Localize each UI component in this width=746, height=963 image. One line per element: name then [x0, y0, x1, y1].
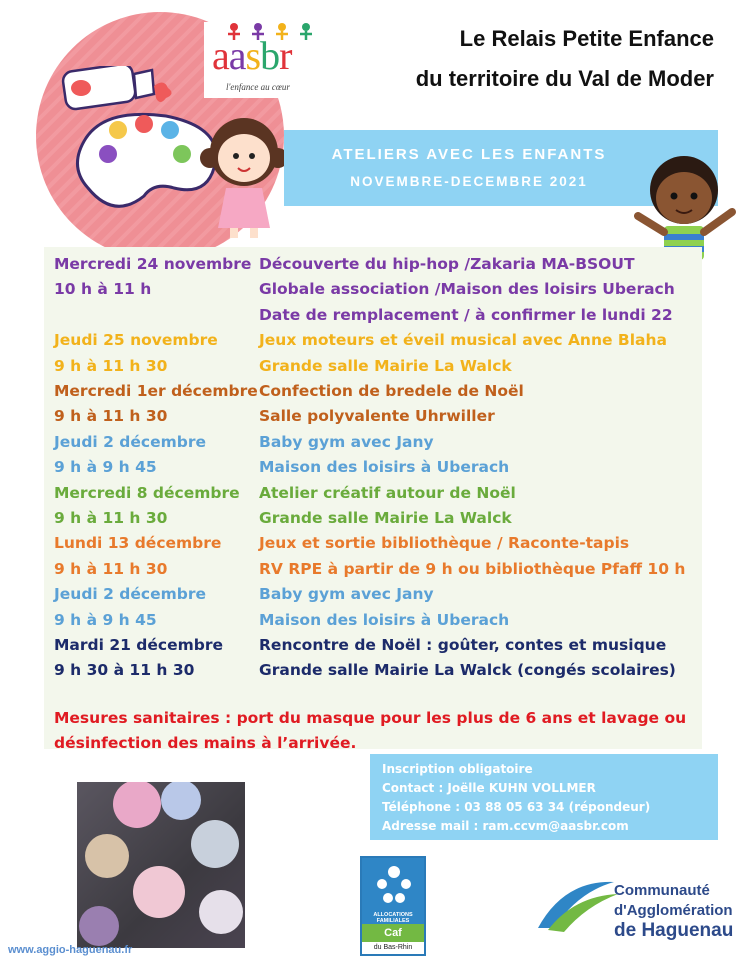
banner-subtitle: NOVEMBRE-DECEMBRE 2021 [350, 174, 588, 189]
swoosh-icon [534, 876, 620, 936]
schedule-row [54, 481, 736, 506]
banner-title: ATELIERS AVEC LES ENFANTS [331, 146, 607, 163]
schedule-date: 10 h à 11 h [54, 280, 152, 299]
schedule-date: Jeudi 2 décembre [54, 432, 207, 451]
logo-wordmark: aasbr [212, 33, 292, 78]
schedule-row [54, 328, 736, 353]
schedule-date: 9 h à 11 h 30 [54, 509, 168, 527]
schedule-date: Mercredi 1er décembre [54, 382, 258, 400]
schedule-date: 9 h à 11 h 30 [54, 559, 168, 578]
schedule-activity: Jeux moteurs et éveil musical avec Anne Blaha [259, 331, 667, 350]
schedule-activity: Maison des loisirs à Uberach [259, 458, 510, 477]
contact-email: Adresse mail : ram.ccvm@aasbr.com [382, 819, 629, 833]
schedule-row [54, 658, 736, 683]
schedule-date: 9 h à 9 h 45 [54, 458, 157, 477]
page-title-line1: Le Relais Petite Enfance [459, 26, 714, 51]
cah-line1: Communauté [614, 882, 710, 899]
schedule-activity: Jeux et sortie bibliothèque / Raconte-tapis [259, 534, 630, 553]
schedule-row [54, 430, 736, 455]
schedule-date: Mercredi 8 décembre [54, 483, 240, 502]
agglomeration-logo [534, 872, 746, 952]
page-title-line2: du territoire du Val de Moder [415, 66, 714, 91]
schedule-date: 9 h à 11 h 30 [54, 356, 168, 375]
schedule-row [54, 455, 736, 480]
schedule-row [54, 404, 736, 429]
schedule-date: Lundi 13 décembre [54, 534, 222, 553]
schedule-activity: Atelier créatif autour de Noël [259, 483, 516, 502]
schedule-row [54, 354, 736, 379]
schedule-activity: Baby gym avec Jany [259, 432, 434, 451]
schedule-row [54, 277, 736, 302]
schedule-date: Mercredi 24 novembre [54, 255, 252, 273]
children-photo [77, 782, 245, 948]
family-icon [372, 862, 416, 910]
schedule-activity: Grande salle Mairie La Walck [259, 509, 512, 527]
contact-name: Contact : Joëlle KUHN VOLLMER [382, 781, 596, 795]
caf-line1: ALLOCATIONS [373, 912, 413, 918]
schedule-activity: RV RPE à partir de 9 h ou bibliothèque Pfaff 10 h [259, 559, 686, 578]
schedule-row [54, 506, 736, 531]
caf-name: Caf [362, 924, 424, 942]
registration-note: Inscription obligatoire [382, 762, 533, 776]
schedule-date: Jeudi 2 décembre [54, 585, 207, 604]
schedule-row [54, 531, 736, 556]
schedule-date: 9 h à 9 h 45 [54, 610, 157, 629]
contact-box [370, 754, 718, 840]
caf-line2: FAMILIALES [376, 918, 410, 924]
cah-line3: de Haguenau [614, 920, 734, 941]
schedule-activity: Globale association /Maison des loisirs Uberach [259, 280, 675, 299]
schedule-date: Mardi 21 décembre [54, 636, 224, 654]
schedule-row [54, 303, 736, 328]
schedule-activity: Confection de bredele de Noël [259, 382, 524, 400]
schedule-row [54, 608, 736, 633]
schedule-activity: Maison des loisirs à Uberach [259, 610, 510, 629]
cah-line2: d'Agglomération [614, 902, 733, 919]
website-url[interactable]: www.aggio-haguenau.fr [8, 944, 133, 956]
schedule-activity: Rencontre de Noël : goûter, contes et musique [259, 636, 667, 654]
schedule-row [54, 252, 736, 277]
schedule-row [54, 379, 736, 404]
schedule-row [54, 557, 736, 582]
schedule-date: Jeudi 25 novembre [54, 331, 218, 350]
schedule-activity: Grande salle Mairie La Walck [259, 356, 512, 375]
schedule-date: 9 h à 11 h 30 [54, 407, 168, 426]
sanitary-notice [54, 706, 704, 756]
schedule-row [54, 582, 736, 607]
schedule-activity: Découverte du hip-hop /Zakaria MA-BSOUT [259, 255, 635, 273]
sanitary-line1: Mesures sanitaires : port du masque pour les plus de 6 ans et lavage ou [54, 709, 687, 727]
schedule-activity: Grande salle Mairie La Walck (congés scolaires) [259, 661, 676, 680]
schedule-activity: Date de remplacement / à confirmer le lundi 22 [259, 305, 673, 324]
contact-phone: Téléphone : 03 88 05 63 34 (répondeur) [382, 800, 651, 814]
schedule-activity: Baby gym avec Jany [259, 585, 434, 604]
schedule-row [54, 633, 736, 658]
schedule-activity: Salle polyvalente Uhrwiller [259, 407, 495, 426]
sanitary-line2: désinfection des mains à l’arrivée. [54, 734, 357, 752]
caf-logo [360, 856, 426, 956]
caf-region: du Bas-Rhin [373, 944, 413, 951]
schedule-date: 9 h 30 à 11 h 30 [54, 661, 195, 680]
logo-tagline: l'enfance au cœur [226, 82, 290, 92]
